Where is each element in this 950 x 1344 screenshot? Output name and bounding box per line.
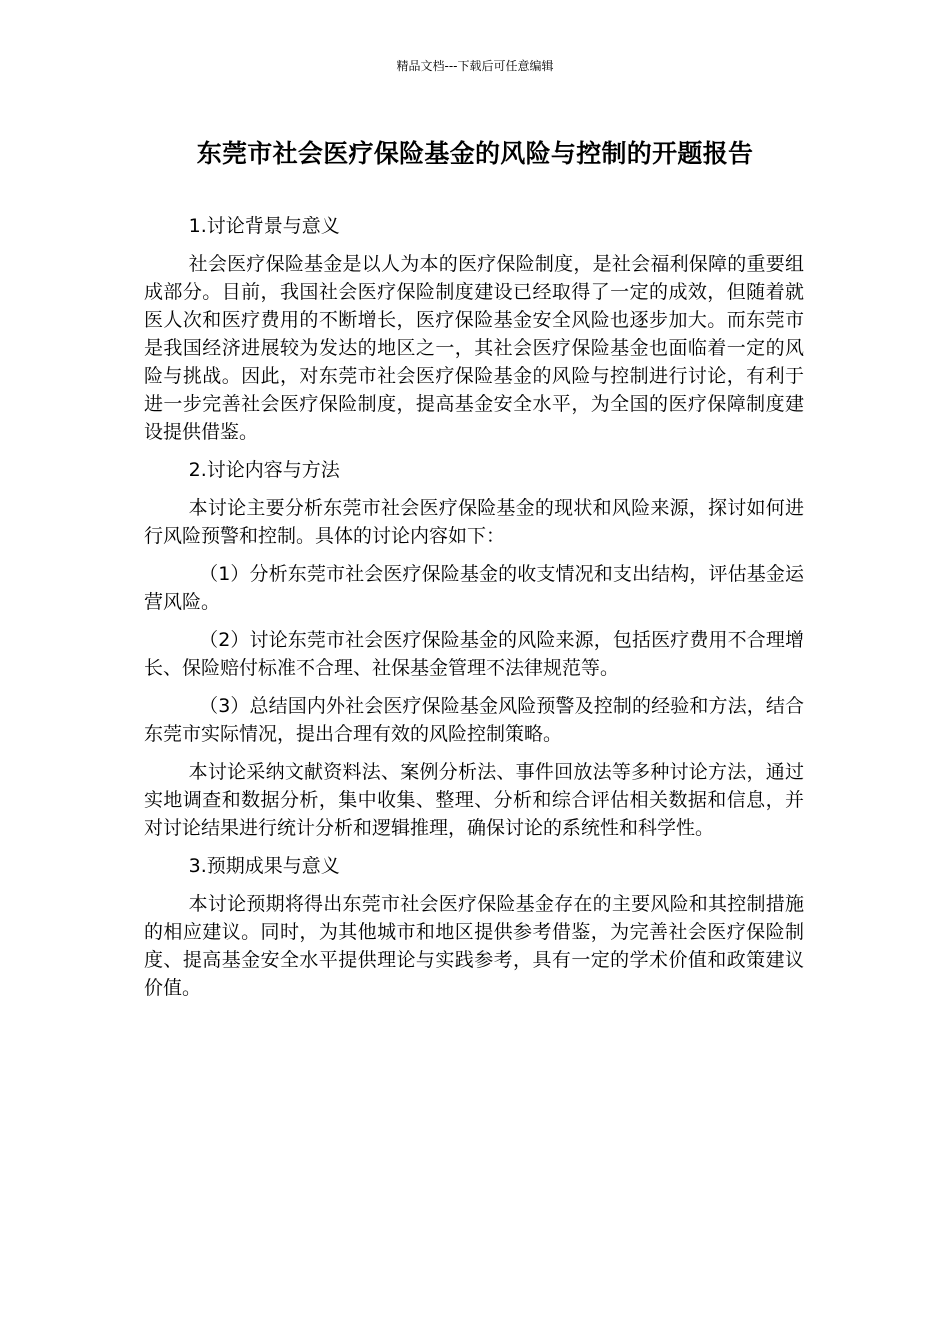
- background-paragraph: 社会医疗保险基金是以人为本的医疗保险制度，是社会福利保障的重要组成部分。目前，我国社会医疗保险制度建设已经取得了一定的成效，但随着就医人次和医疗费用的不断增长，医疗保险基金安全风险也逐步加大。而东莞市是我国经济进展较为发达的地区之一，其社会医疗保险基金也面临着一定的风险与挑战。因此，对东莞市社会医疗保险基金的风险与控制进行讨论，有利于进一步完善社会医疗保险制度，提高基金安全水平，为全国的医疗保障制度建设提供借鉴。: [144, 253, 804, 443]
- content-item-1: （1）分析东莞市社会医疗保险基金的收支情况和支出结构，评估基金运营风险。: [144, 563, 804, 613]
- content-item-3: （3）总结国内外社会医疗保险基金风险预警及控制的经验和方法，结合东莞市实际情况，提出合理有效的风险控制策略。: [144, 695, 804, 745]
- document-title: 东莞市社会医疗保险基金的风险与控制的开题报告: [196, 139, 754, 168]
- content-intro-paragraph: 本讨论主要分析东莞市社会医疗保险基金的现状和风险来源，探讨如何进行风险预警和控制。具体的讨论内容如下：: [144, 497, 804, 547]
- page-header-watermark: 精品文档---下载后可任意编辑: [396, 59, 554, 73]
- document-body: [144, 212, 804, 1012]
- section-heading-content-methods: 2.讨论内容与方法: [188, 459, 340, 481]
- section-heading-expected-results: 3.预期成果与意义: [188, 855, 340, 877]
- section-heading-background: 1.讨论背景与意义: [188, 215, 340, 237]
- expected-results-paragraph: 本讨论预期将得出东莞市社会医疗保险基金存在的主要风险和其控制措施的相应建议。同时，为其他城市和地区提供参考借鉴，为完善社会医疗保险制度、提高基金安全水平提供理论与实践参考，具有一定的学术价值和政策建议价值。: [144, 893, 804, 999]
- content-item-2: （2）讨论东莞市社会医疗保险基金的风险来源，包括医疗费用不合理增长、保险赔付标准不合理、社保基金管理不法律规范等。: [144, 629, 804, 679]
- methods-paragraph: 本讨论采纳文献资料法、案例分析法、事件回放法等多种讨论方法，通过实地调查和数据分析，集中收集、整理、分析和综合评估相关数据和信息，并对讨论结果进行统计分析和逻辑推理，确保讨论的系统性和科学性。: [144, 761, 804, 839]
